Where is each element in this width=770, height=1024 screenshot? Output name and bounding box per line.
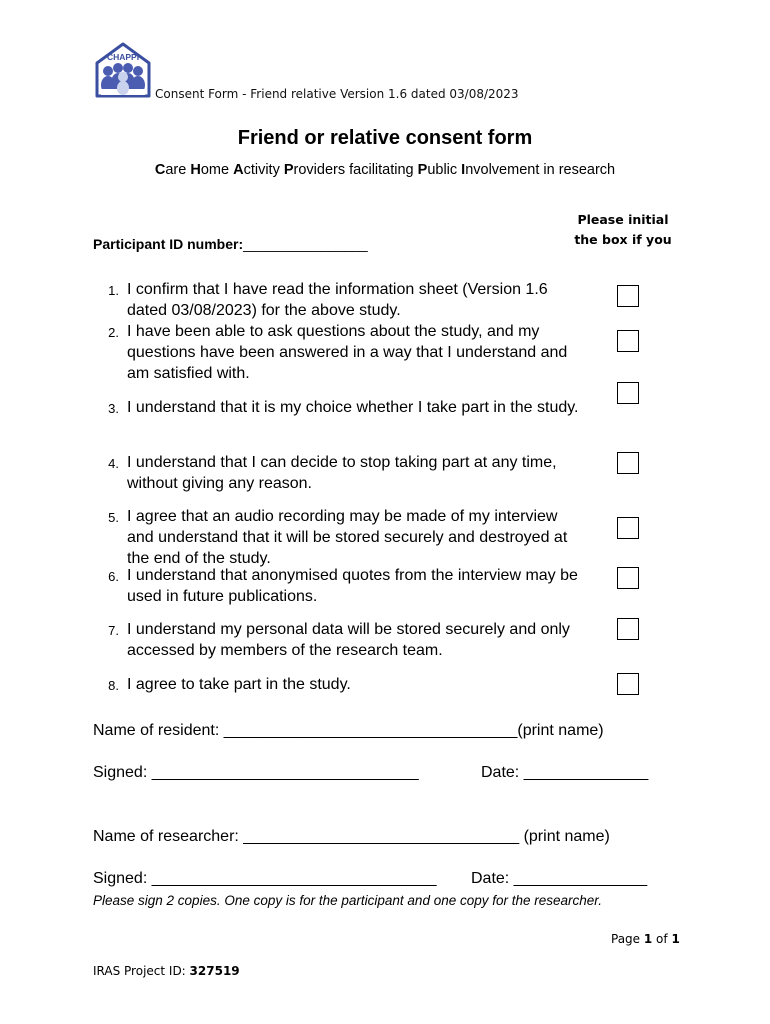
researcher-name-field[interactable]: Name of researcher: _______________________________ (print name)	[93, 828, 610, 845]
resident-date-field[interactable]: Date: ______________	[481, 764, 649, 781]
page-title: Friend or relative consent form	[237, 127, 533, 149]
initial-checkbox-6[interactable]	[617, 567, 639, 589]
initial-box-header: Please initial the box if you	[574, 212, 672, 247]
logo-text: CHAPPI	[106, 52, 140, 62]
iras-project-id: IRAS Project ID: 327519	[93, 964, 240, 978]
initial-checkbox-2[interactable]	[617, 330, 639, 352]
version-line: Consent Form - Friend relative Version 1.6 dated 03/08/2023	[155, 87, 519, 101]
researcher-date-field[interactable]: Date: _______________	[471, 870, 648, 887]
participant-id-label: Participant ID number:	[93, 236, 244, 252]
subtitle: Care Home Activity Providers facilitating Public Involvement in research	[154, 162, 616, 178]
resident-signature-field[interactable]: Signed: ______________________________	[93, 764, 419, 781]
initial-checkbox-8[interactable]	[617, 673, 639, 695]
page-number: Page 1 of 1	[611, 932, 680, 946]
researcher-signature-field[interactable]: Signed: ________________________________	[93, 870, 437, 887]
participant-id-blank[interactable]: ________________	[243, 236, 368, 252]
participant-id-field[interactable]	[93, 236, 368, 252]
resident-name-field[interactable]: Name of resident: _________________________________(print name)	[93, 722, 604, 739]
signing-note: Please sign 2 copies. One copy is for the participant and one copy for the researcher.	[93, 893, 603, 908]
initial-checkbox-4[interactable]	[617, 452, 639, 474]
chappi-logo	[93, 41, 153, 99]
initial-checkbox-3[interactable]	[617, 382, 639, 404]
initial-checkbox-5[interactable]	[617, 517, 639, 539]
initial-checkbox-7[interactable]	[617, 618, 639, 640]
initial-checkbox-1[interactable]	[617, 285, 639, 307]
